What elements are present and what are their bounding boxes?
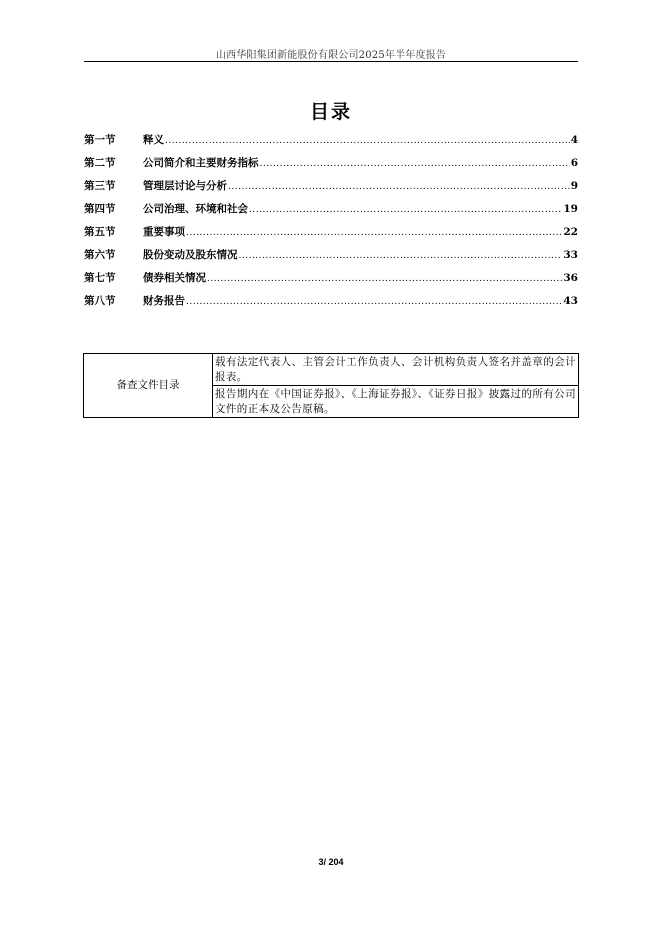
- toc-section-name: 股份变动及股东情况: [143, 249, 238, 261]
- toc-entry[interactable]: [84, 247, 578, 270]
- toc-section-number: 第二节: [84, 157, 116, 169]
- toc-section-name: 公司简介和主要财务指标: [143, 157, 259, 169]
- toc-section-name: 释义: [143, 134, 164, 146]
- toc-section-number: 第四节: [84, 203, 116, 215]
- toc-dot-leader: [239, 251, 563, 261]
- toc-page-number: 6: [570, 157, 578, 169]
- toc-section-number: 第三节: [84, 180, 116, 192]
- toc-section-number: 第六节: [84, 249, 116, 261]
- reference-doc-item: 载有法定代表人、主管会计工作负责人、会计机构负责人签名并盖章的会计报表。: [213, 354, 579, 386]
- toc-page-number: 43: [563, 295, 578, 307]
- toc-title: 目录: [309, 101, 352, 123]
- reference-documents-table: [83, 353, 579, 418]
- toc-entry[interactable]: [84, 178, 578, 201]
- toc-page-number: 19: [563, 203, 578, 215]
- toc-section-name: 公司治理、环境和社会: [143, 203, 248, 215]
- toc-page-number: 36: [563, 272, 578, 284]
- toc-section-number: 第一节: [84, 134, 116, 146]
- toc-section-number: 第五节: [84, 226, 116, 238]
- toc-page-number: 4: [570, 134, 578, 146]
- toc-entry[interactable]: [84, 270, 578, 293]
- toc-page-number: 22: [563, 226, 578, 238]
- toc-section-name: 财务报告: [143, 295, 185, 307]
- reference-doc-item: 报告期内在《中国证券报》、《上海证券报》、《证券日报》披露过的所有公司文件的正本及公告原稿。: [213, 386, 579, 418]
- report-header-title: 山西华阳集团新能股份有限公司2025年半年度报告: [215, 50, 447, 61]
- toc-dot-leader: [249, 205, 562, 215]
- toc-dot-leader: [186, 297, 562, 307]
- toc-dot-leader: [207, 274, 562, 284]
- toc-section-name: 重要事项: [143, 226, 185, 238]
- toc-entry[interactable]: [84, 293, 578, 316]
- toc-entry[interactable]: [84, 155, 578, 178]
- toc-dot-leader: [186, 228, 562, 238]
- reference-docs-label: 备查文件目录: [84, 354, 213, 418]
- toc-section-name: 管理层讨论与分析: [143, 180, 227, 192]
- toc-section-name: 债券相关情况: [143, 272, 206, 284]
- table-row: [84, 354, 579, 386]
- toc-section-number: 第七节: [84, 272, 116, 284]
- toc-entry[interactable]: [84, 201, 578, 224]
- toc-page-number: 9: [570, 180, 578, 192]
- toc-dot-leader: [228, 182, 570, 192]
- toc-section-number: 第八节: [84, 295, 116, 307]
- page-number: 3/ 204: [318, 857, 344, 867]
- toc-dot-leader: [260, 159, 570, 169]
- toc-entry[interactable]: [84, 132, 578, 155]
- table-of-contents: [84, 132, 578, 316]
- toc-page-number: 33: [563, 249, 578, 261]
- toc-dot-leader: [165, 136, 570, 146]
- header-divider: [84, 61, 578, 62]
- toc-entry[interactable]: [84, 224, 578, 247]
